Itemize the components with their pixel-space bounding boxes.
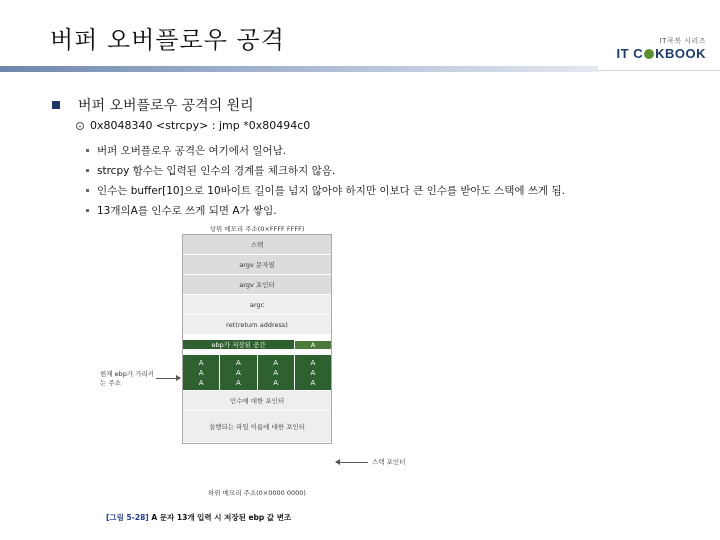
list-item-text: 버퍼 오버플로우 공격은 여기에서 일어남.	[97, 145, 287, 157]
bottom-memory-label: 하위 메모리 주소(0×0000 0000)	[208, 489, 306, 497]
figure-caption-text: A 문자 13개 입력 시 저장된 ebp 값 변조	[151, 513, 292, 522]
memory-stack-diagram	[100, 220, 440, 510]
list-item	[86, 163, 335, 178]
ebp-pointer-label: 현재 ebp가 가리키는 주소	[100, 370, 155, 387]
brand-prefix: IT C	[616, 46, 644, 61]
buffer-column	[183, 355, 220, 390]
list-item-text: strcpy 함수는 입력된 인수의 경계를 체크하지 않음.	[97, 165, 336, 177]
buffer-char: A	[310, 378, 316, 387]
argv-pointer-cell: argv 포인터	[183, 275, 331, 295]
ebp-cell	[183, 335, 331, 355]
argv-string-cell: argv 문자열	[183, 255, 331, 275]
ebp-arrow-icon	[156, 378, 180, 379]
argc-cell: argc	[183, 295, 331, 315]
buffer-cell	[183, 355, 331, 391]
buffer-char: A	[235, 378, 241, 387]
section-heading-text: 버퍼 오버플로우 공격의 원리	[78, 98, 254, 114]
list-item	[86, 183, 565, 198]
buffer-char: A	[273, 358, 279, 367]
ebp-overwrite-a: A	[294, 341, 331, 349]
list-item	[86, 203, 277, 218]
brand-suffix: KBOOK	[655, 46, 706, 61]
stack-pointer-arrow-icon	[336, 462, 368, 463]
dot-bullet-icon	[86, 189, 89, 192]
list-item-text: 인수는 buffer[10]으로 10바이트 길이를 넘지 않아야 하지만 이보다 큰 인수를 받아도 스택에 쓰게 됨.	[97, 185, 565, 197]
brand-logo	[617, 36, 706, 61]
stack-cell: 스택	[183, 235, 331, 255]
buffer-char: A	[310, 358, 316, 367]
sub-heading	[76, 119, 310, 132]
buffer-column	[295, 355, 331, 390]
buffer-char: A	[235, 368, 241, 377]
brand-main-text	[617, 46, 706, 61]
buffer-char: A	[235, 358, 241, 367]
dot-bullet-icon	[86, 209, 89, 212]
title-underline	[0, 66, 598, 72]
stack-column	[182, 234, 332, 444]
circle-bullet-icon	[76, 122, 84, 130]
return-address-cell: ret(return address)	[183, 315, 331, 335]
figure-caption	[106, 512, 291, 523]
list-item-text: 13개의A를 인수로 쓰게 되면 A가 쌓임.	[97, 205, 277, 217]
dot-bullet-icon	[86, 169, 89, 172]
buffer-char: A	[198, 378, 204, 387]
cookie-icon	[644, 49, 654, 59]
page-title: 버퍼 오버플로우 공격	[50, 26, 285, 54]
buffer-column	[258, 355, 295, 390]
list-item	[86, 143, 286, 158]
buffer-char: A	[198, 358, 204, 367]
file-name-pointer-cell: 실행되는 파일 이름에 대한 포인터	[183, 411, 331, 443]
dot-bullet-icon	[86, 149, 89, 152]
buffer-char: A	[198, 368, 204, 377]
buffer-char: A	[310, 368, 316, 377]
buffer-char: A	[273, 378, 279, 387]
square-bullet-icon	[52, 101, 60, 109]
buffer-char: A	[273, 368, 279, 377]
section-heading	[52, 95, 254, 115]
ebp-space-label: ebp가 저장된 공간	[183, 340, 294, 349]
buffer-column	[220, 355, 257, 390]
stack-pointer-label: 스택 포인터	[372, 458, 406, 466]
figure-number: [그림 5-28]	[106, 513, 149, 522]
argument-pointer-cell: 인수에 대한 포인터	[183, 391, 331, 411]
sub-heading-text: 0x8048340 <strcpy> : jmp *0x80494c0	[90, 119, 311, 132]
title-underline-tail	[598, 70, 720, 71]
top-memory-label: 상위 메모리 주소(0×FFFF FFFF)	[209, 225, 305, 233]
brand-sub-text: IT쿡북 시리즈	[659, 37, 706, 45]
